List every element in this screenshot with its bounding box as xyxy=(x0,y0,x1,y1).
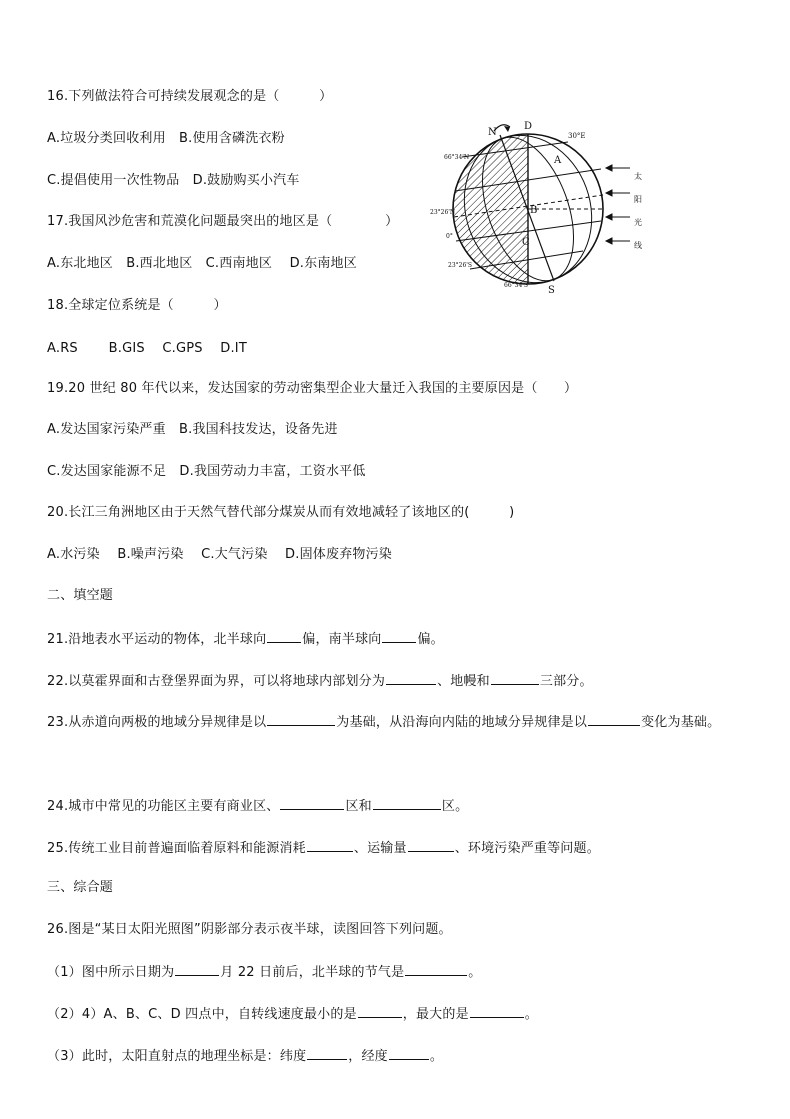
label-lat-23s: 23°26'S xyxy=(448,262,473,269)
q22-text-a: 22.以莫霍界面和古登堡界面为界，可以将地球内部划分为 xyxy=(47,674,386,689)
q17-stem: 17.我国风沙危害和荒漠化问题最突出的地区是（ ） xyxy=(47,214,399,229)
q26-p2-text-b: ，最大的是 xyxy=(402,1007,469,1022)
section2-title: 二、填空题 xyxy=(47,588,114,603)
label-sun-4: 线 xyxy=(634,241,642,250)
q25-text-b: 、运输量 xyxy=(353,841,407,856)
q26-p2-text-c: 。 xyxy=(524,1007,538,1022)
q19-stem: 19.20 世纪 80 年代以来，发达国家的劳动密集型企业大量迁入我国的主要原因是（ ） xyxy=(47,381,578,396)
q16-options-cd: C.提倡使用一次性物品 D.鼓励购买小汽车 xyxy=(47,173,300,188)
q23-blank-1[interactable] xyxy=(267,712,335,726)
q21-text-b: 偏，南半球向 xyxy=(302,632,382,647)
q16-stem: 16.下列做法符合可持续发展观念的是（ ） xyxy=(47,89,333,104)
q26-p2-blank-1[interactable] xyxy=(358,1004,402,1018)
label-lat-66n: 66°34'N xyxy=(444,154,470,161)
q22-text-c: 三部分。 xyxy=(539,674,593,689)
q26-p1-text-b: 月 22 日前后，北半球的节气是 xyxy=(220,965,405,980)
q23 xyxy=(47,712,720,732)
label-30e: 30°E xyxy=(568,132,586,140)
q17-options: A.东北地区 B.西北地区 C.西南地区 D.东南地区 xyxy=(47,256,357,271)
label-a: A xyxy=(554,155,562,166)
q21-blank-2[interactable] xyxy=(382,629,416,643)
q23-text-a: 23.从赤道向两极的地域分异规律是以 xyxy=(47,715,267,730)
q26-p2-text-a: （2）4）A、B、C、D 四点中，自转线速度最小的是 xyxy=(47,1007,357,1022)
q21-blank-1[interactable] xyxy=(267,629,301,643)
label-sun-3: 光 xyxy=(634,218,642,227)
label-d: D xyxy=(524,121,533,132)
rotation-arrowhead-icon xyxy=(504,126,510,132)
q26-p3-blank-2[interactable] xyxy=(389,1046,429,1060)
sunlight-illumination-diagram xyxy=(418,117,653,300)
q25-text-c: 、环境污染严重等问题。 xyxy=(454,841,600,856)
q26-p2-blank-2[interactable] xyxy=(470,1004,524,1018)
q22-blank-2[interactable] xyxy=(491,671,539,685)
label-sun-1: 太 xyxy=(634,172,642,181)
q26-p1-blank-1[interactable] xyxy=(175,962,219,976)
q26-stem: 26.图是“某日太阳光照图”阴影部分表示夜半球，读图回答下列问题。 xyxy=(47,922,452,937)
q26-p3-blank-1[interactable] xyxy=(307,1046,347,1060)
q26-p1-text-a: （1）图中所示日期为 xyxy=(47,965,175,980)
q26-p3-text-a: （3）此时，太阳直射点的地理坐标是：纬度 xyxy=(47,1049,307,1064)
q25-blank-2[interactable] xyxy=(408,838,454,852)
label-s: S xyxy=(548,285,555,296)
label-n: N xyxy=(488,127,497,138)
q24-text-b: 区和 xyxy=(345,799,372,814)
q18-stem: 18.全球定位系统是（ ） xyxy=(47,298,227,313)
q20-stem: 20.长江三角洲地区由于天然气替代部分煤炭从而有效地减轻了该地区的( ) xyxy=(47,505,515,520)
q19-options-ab: A.发达国家污染严重 B.我国科技发达，设备先进 xyxy=(47,422,338,437)
q23-text-b: 为基础，从沿海向内陆的地域分异规律是以 xyxy=(336,715,588,730)
q26-p1-text-c: 。 xyxy=(468,965,482,980)
q26-p3-text-b: ，经度 xyxy=(348,1049,388,1064)
sunlight-diagram-svg xyxy=(418,117,653,300)
label-lat-66s: 66°34'S xyxy=(504,282,529,289)
q25-blank-1[interactable] xyxy=(307,838,353,852)
q18-options: A.RS B.GIS C.GPS D.IT xyxy=(47,341,247,356)
q21-text-c: 偏。 xyxy=(417,632,444,647)
q24-blank-2[interactable] xyxy=(373,796,441,810)
label-c: C xyxy=(522,237,530,248)
q19-options-cd: C.发达国家能源不足 D.我国劳动力丰富，工资水平低 xyxy=(47,464,366,479)
q24 xyxy=(47,796,468,816)
q24-blank-1[interactable] xyxy=(280,796,344,810)
q24-text-a: 24.城市中常见的功能区主要有商业区、 xyxy=(47,799,280,814)
section3-title: 三、综合题 xyxy=(47,880,114,895)
label-b: B xyxy=(530,205,538,216)
q22-text-b: 、地幔和 xyxy=(437,674,490,689)
label-lat-0: 0° xyxy=(446,233,453,240)
q23-blank-2[interactable] xyxy=(588,712,640,726)
q20-options: A.水污染 B.噪声污染 C.大气污染 D.固体废弃物污染 xyxy=(47,547,392,562)
q22 xyxy=(47,671,593,691)
q16-options-ab: A.垃圾分类回收利用 B.使用含磷洗衣粉 xyxy=(47,131,285,146)
q26-p3-text-c: 。 xyxy=(429,1049,444,1064)
q21-text-a: 21.沿地表水平运动的物体，北半球向 xyxy=(47,632,267,647)
label-sun-2: 阳 xyxy=(634,195,642,204)
q22-blank-1[interactable] xyxy=(386,671,436,685)
sunlight-arrows xyxy=(606,165,630,244)
label-lat-23n: 23°26'N xyxy=(430,209,456,216)
q24-text-c: 区。 xyxy=(441,799,469,814)
q25 xyxy=(47,838,600,858)
q23-text-c: 变化为基础。 xyxy=(641,715,721,730)
q26-part3 xyxy=(47,1046,443,1066)
q25-text-a: 25.传统工业目前普遍面临着原料和能源消耗 xyxy=(47,841,306,856)
q26-part2 xyxy=(47,1004,538,1024)
q21 xyxy=(47,629,444,649)
q26-p1-blank-2[interactable] xyxy=(405,962,467,976)
q26-part1 xyxy=(47,962,482,982)
